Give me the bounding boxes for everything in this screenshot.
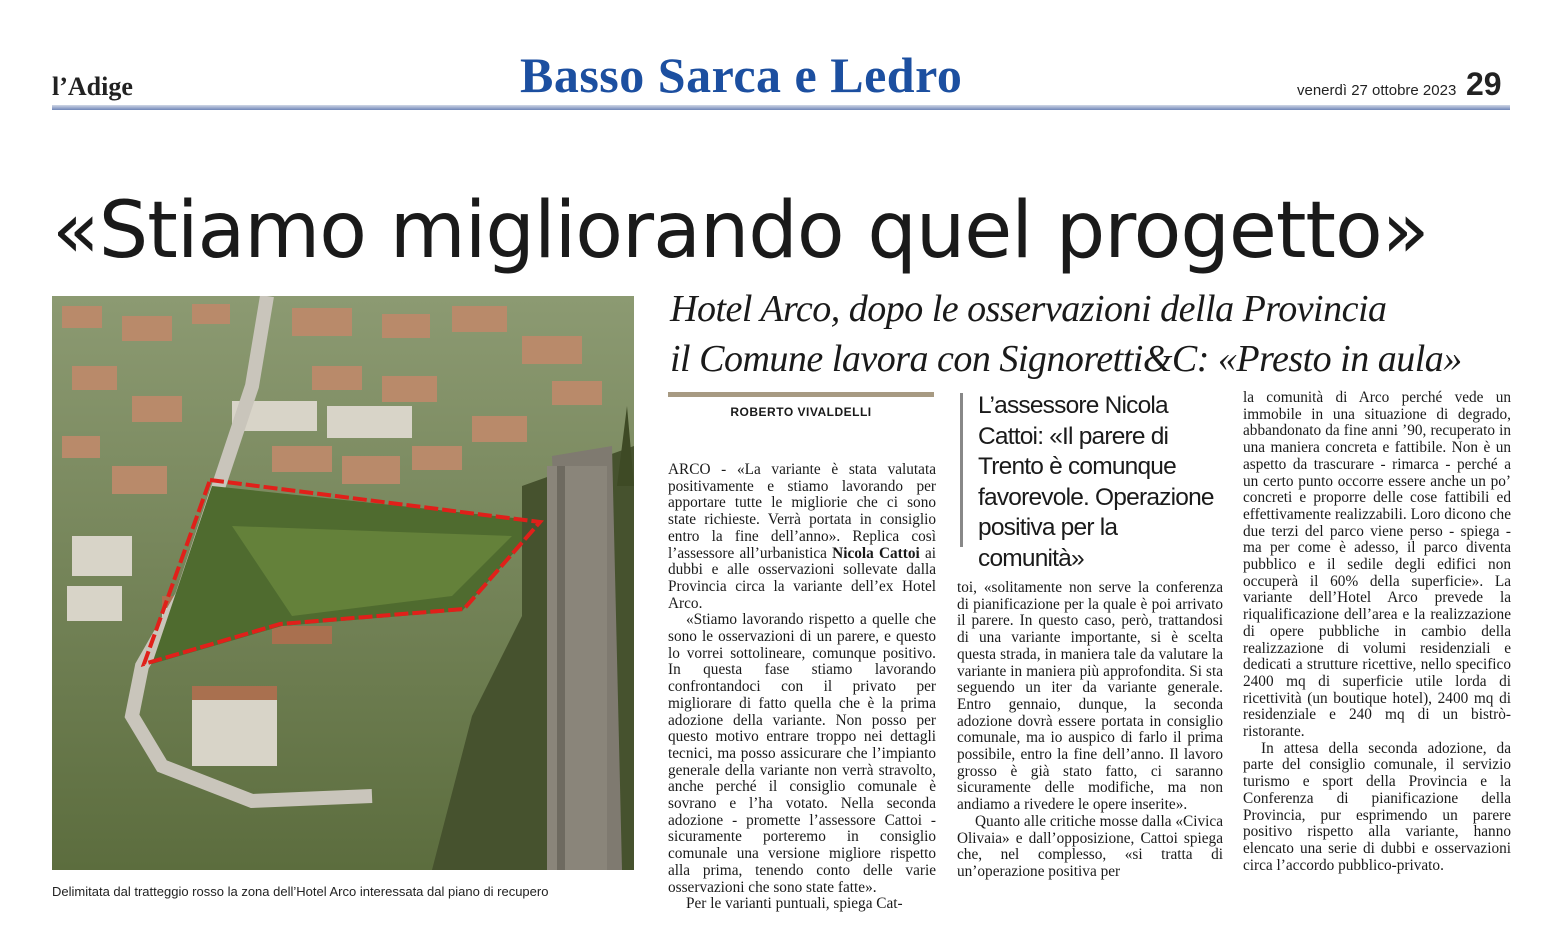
aerial-photo-illustration — [52, 296, 634, 870]
paragraph: Quanto alle critiche mosse dalla «Civica Olivaia» e dall’opposizione, Cattoi spiega che, nel complesso, «si tratta di un’operazione positiva per — [957, 812, 1223, 880]
subhead-line-1: Hotel Arco, dopo le osservazioni della Provincia — [670, 288, 1387, 330]
person-name: Nicola Cattoi — [832, 544, 920, 562]
text-run: ai dubbi e alle osservazioni sollevate dalla Provincia circa la variante dell’ex Hotel Arco. — [668, 544, 936, 612]
pull-quote: L’assessore Nicola Cattoi: «Il parere di Trento è comunque favorevole. Operazione positiva per la comunità» — [978, 392, 1214, 572]
pull-quote-bar — [960, 393, 963, 547]
photo-caption: Delimitata dal tratteggio rosso la zona dell’Hotel Arco interessata dal piano di recupero — [52, 884, 549, 899]
paragraph: Per le varianti puntuali, spiega Cat- — [686, 895, 903, 913]
article-subhead — [670, 284, 1530, 384]
section-title: Basso Sarca e Ledro — [520, 47, 963, 103]
subhead-line-2: il Comune lavora con Signoretti&C: «Presto in aula» — [670, 338, 1462, 380]
masthead — [0, 0, 1560, 110]
byline-rule — [668, 392, 934, 397]
aerial-photo — [52, 296, 634, 870]
paragraph: In attesa della seconda adozione, da parte del consiglio comunale, il servizio turismo e sport della Provincia e la Conferenza di pianificazione della Provincia, pur esprimendo un parere positivo rispetto alla variante, hanno elencato una serie di dubbi e osservazioni circa l’accordo pubblico-privato. — [1243, 739, 1511, 874]
newspaper-logo: l’Adige — [52, 72, 133, 101]
byline: ROBERTO VIVALDELLI — [730, 405, 872, 419]
paragraph: la comunità di Arco perché vede un immobile in una situazione di degrado, abbandonato da fine anni ’90, recuperato in una maniera concreta e fattibile. Non è un aspetto da trascurare - rimarca - perché a un certo punto occorre essere anche un po’ concreti e proporre delle cose fattibili ed effettivamente realizzabili. Loro dicono che due terzi del parco viene perso - spiega - ma per come è adesso, il parco diventa pubblico e il sedile degli edifici non occuperà il 60% della superficie». La variante dell’Hotel Arco prevede la riqualificazione dell’area e la realizzazione di opere pubbliche in cambio della realizzazione di volumi residenziali e dedicati a strutture ricettive, nello specifico 2400 mq di superficie utile lorda di ricettività (un boutique hotel), 2400 mq di residenziale e 240 mq di un bistrò-ristorante. — [1243, 389, 1511, 741]
header-rule — [52, 105, 1510, 110]
paragraph — [668, 462, 936, 612]
body-column-3 — [1243, 390, 1511, 874]
paragraph: toi, «solitamente non serve la conferenza di pianificazione per la quale è poi arrivato il parere. In questo caso, però, trattandosi di una variante importante, si è scelta questa strada, in maniera tale da valutare la variante in maniera più approfondita. Si sta seguendo un iter da variante generale. Entro gennaio, dunque, la seconda adozione dovrà essere portata in consiglio comunale, ma io auspico di farlo il prima possibile, entro la fine dell’anno. Il lavoro grosso è già stato fatto, ci saranno sicuramente delle modifiche, ma non andiamo a rivedere le opere inserite». — [957, 579, 1223, 814]
page-number: 29 — [1466, 66, 1502, 102]
issue-date: venerdì 27 ottobre 2023 — [1297, 82, 1457, 99]
text-run: ARCO - «La variante è stata valutata positivamente e stiamo lavorando per apportare tutte le migliorie che ci sono state richieste. Verrà portata in consiglio entro la fine dell’anno». Replica così l’assessore all’urbanistica — [668, 461, 936, 562]
body-column-2 — [957, 580, 1223, 881]
paragraph: «Stiamo lavorando rispetto a quelle che sono le osservazioni di un parere, e questo lo vorrei sottolineare, comunque positivo. In questa fase stiamo lavorando confrontandoci con il privato per migliorare di fatto quella che è la prima adozione della variante. Non posso per questo motivo entrare troppo nei dettagli tecnici, ma posso assicurare che l’impianto generale della variante non verrà stravolto, anche perché il consiglio comunale è sovrano e l’ha votato. Nella seconda adozione - promette l’assessore Cattoi - sicuramente porteremo in consiglio comunale una versione migliore rispetto alla prima, tenendo conto delle varie osservazioni che sono state fatte». — [668, 611, 936, 896]
body-column-1 — [668, 462, 936, 913]
article-headline: «Stiamo migliorando quel progetto» — [52, 186, 1429, 276]
